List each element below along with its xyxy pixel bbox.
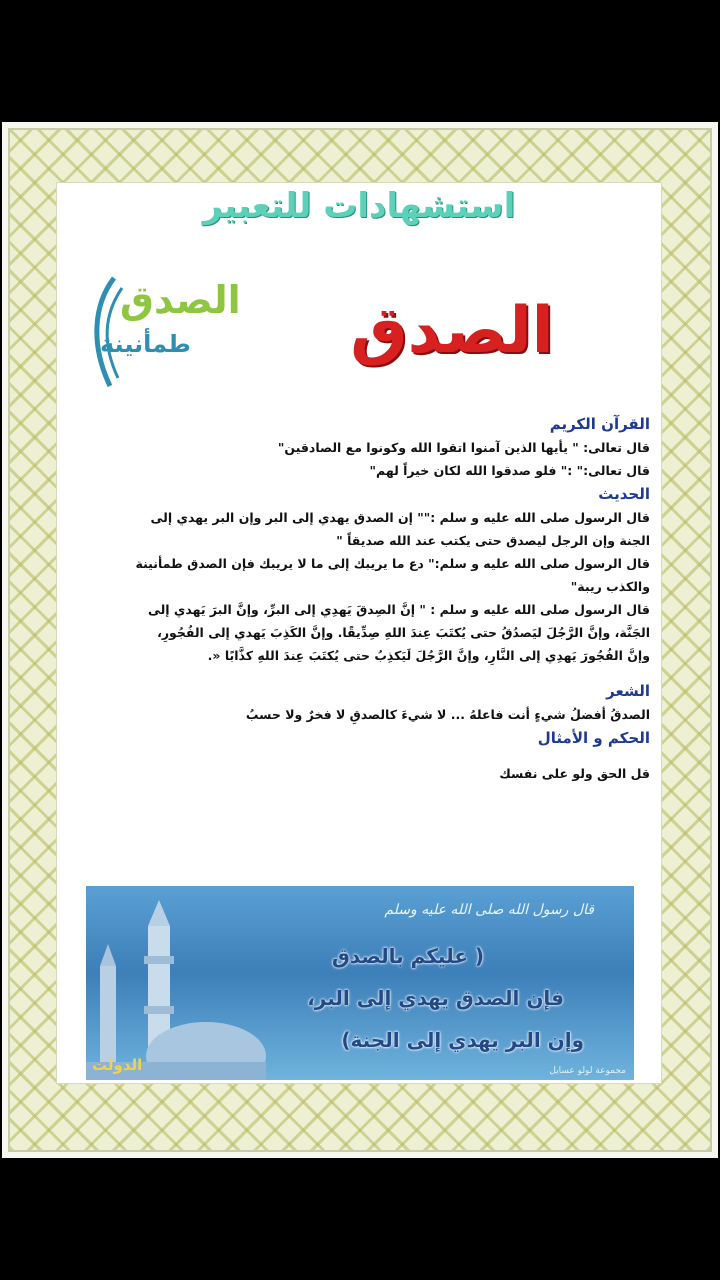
hadith-line: قال الرسول صلى الله عليه و سلم:" دع ما يريبك إلى ما لا يريبك فإن الصدق طمأنينة (135, 556, 650, 571)
page-title: استشهادات للتعبير (202, 186, 516, 226)
section-title-proverbs: الحكم و الأمثال (537, 729, 650, 747)
banner-logo: الدولت (92, 1056, 143, 1074)
banner-line: فإن الصدق يهدي إلى البر، (307, 986, 564, 1010)
quran-line: قال تعالى:" :" فلو صدقوا الله لكان خيراً لهم" (369, 463, 650, 478)
logo-word-primary: الصدق (120, 278, 241, 322)
mosque-minaret-icon (86, 886, 266, 1080)
poetry-line: الصدقُ أفضلُ شيءٍ أنت فاعلهُ ... لا شيءَ كالصدقِ لا فخرٌ ولا حسبُ (245, 707, 650, 722)
hadith-line: والكذب ريبة" (570, 579, 650, 594)
logo (84, 270, 244, 390)
hadith-line: الجَنَّة، وإنَّ الرَّجُلَ ليَصدُقُ حتى يُكتَبَ عِندَ اللهِ صِدِّيقًا. وإنَّ الكَذِبَ يَهدي إلى الفُجُورِ، (157, 625, 650, 640)
hadith-line: الجنة وإن الرجل ليصدق حتى يكتب عند الله صديقاً " (336, 533, 650, 548)
hadith-line: قال الرسول صلى الله عليه و سلم :"" إن الصدق يهدي إلى البر وإن البر يهدي إلى (150, 510, 650, 525)
hadith-line: وإنَّ الفُجُورَ يَهدِي إلى النَّارِ، وإنَّ الرَّجُلَ لَيَكذِبُ حتى يُكتَبَ عِندَ اللهِ كذَّابًا «. (207, 648, 650, 663)
main-title: الصدق (350, 294, 554, 368)
proverb-line: قل الحق ولو على نفسك (499, 766, 650, 781)
section-title-quran: القرآن الكريم (549, 415, 650, 433)
banner-line: وإن البر يهدي إلى الجنة) (341, 1028, 584, 1052)
hadith-banner-image (86, 886, 634, 1080)
quran-line: قال تعالى: " يأيها الذين آمنوا اتقوا الله وكونوا مع الصادقين" (277, 440, 650, 455)
hadith-line: قال الرسول صلى الله عليه و سلم : " إنَّ الصِدقَ يَهدِي إلى البرِّ، وإنَّ البرَ يَهدي إلى (147, 602, 650, 617)
banner-header: قال رسول الله صلى الله عليه وسلم (384, 902, 594, 918)
banner-credit: مجموعة لولو عسايل (549, 1066, 626, 1076)
text-content (80, 412, 650, 785)
document-sheet (2, 122, 718, 1158)
section-title-hadith: الحديث (598, 485, 650, 503)
banner-line: ( عليكم بالصدق (331, 944, 484, 968)
logo-word-secondary: طمأنينة (100, 330, 191, 358)
section-title-poetry: الشعر (606, 682, 650, 700)
